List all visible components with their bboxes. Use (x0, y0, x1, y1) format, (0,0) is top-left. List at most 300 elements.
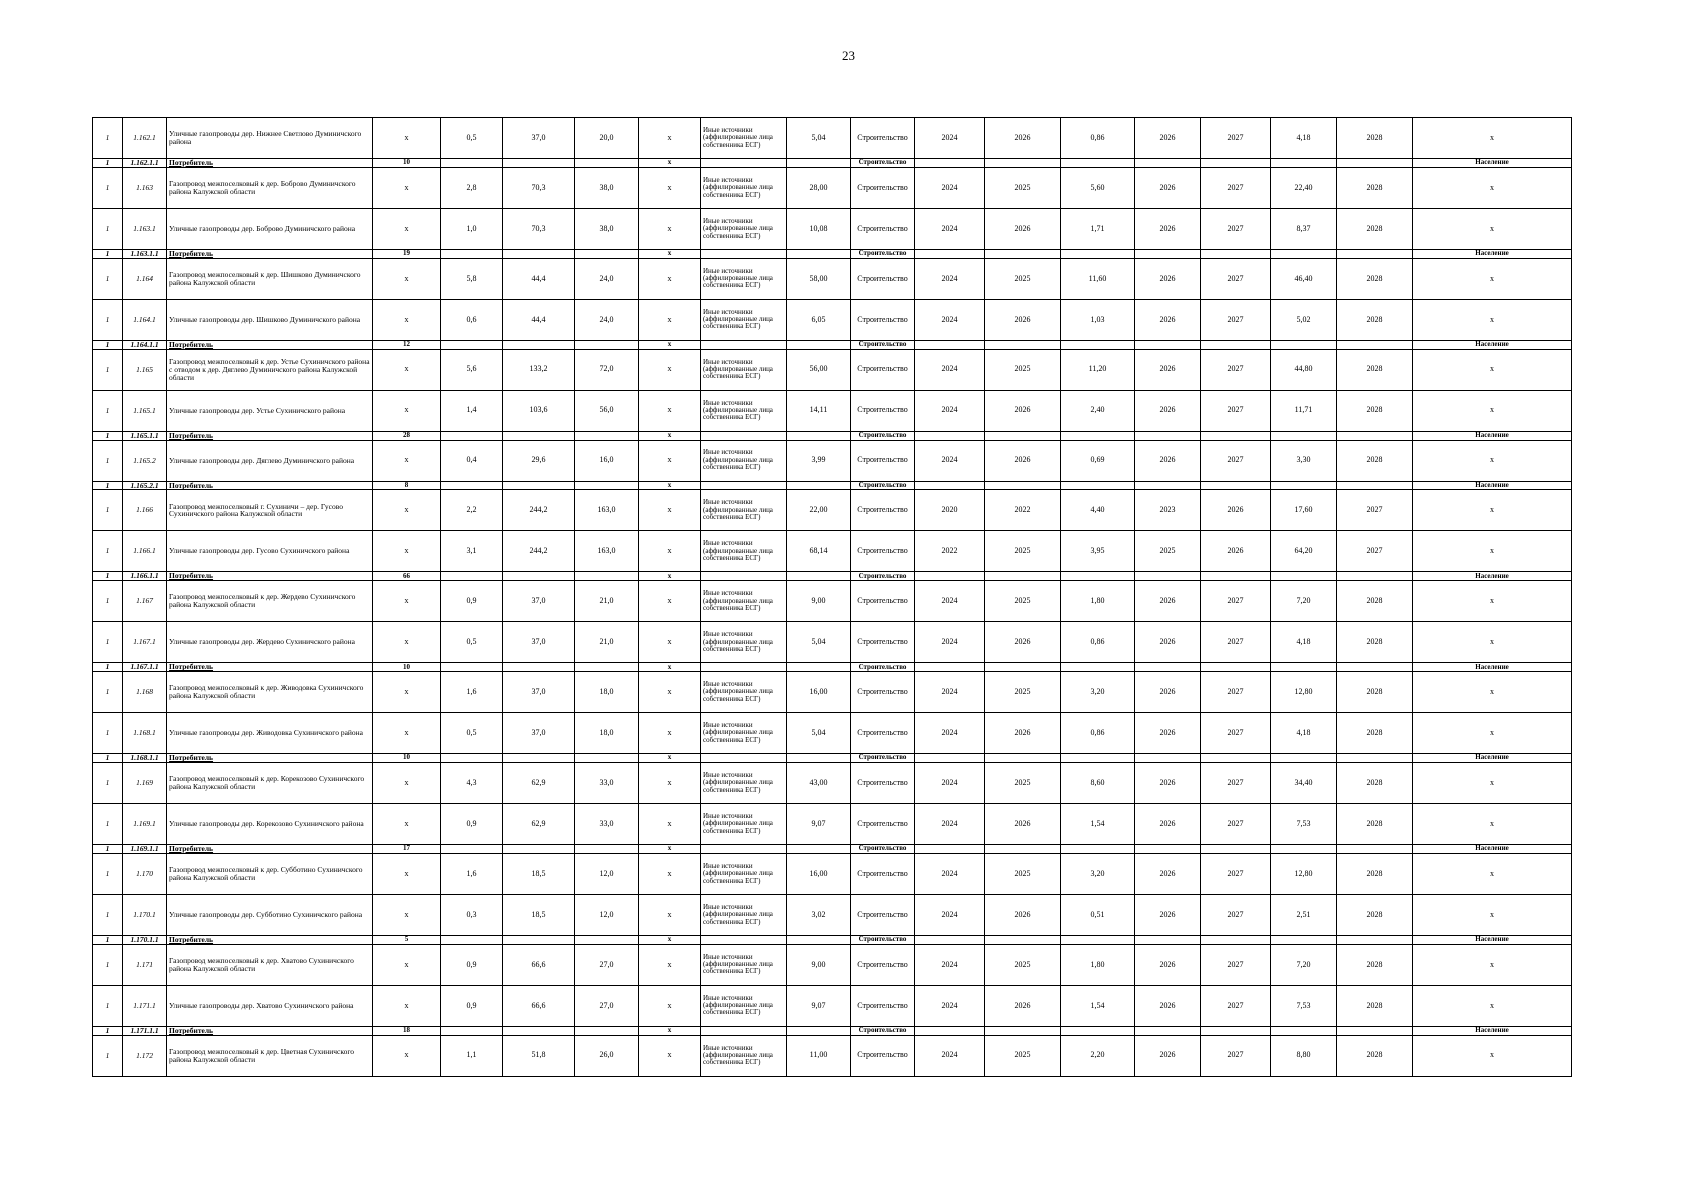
cell-c8: x (639, 481, 701, 490)
cell-v: 1,54 (1061, 804, 1135, 845)
cell-empty (1061, 845, 1135, 854)
cell-c5: 0,5 (441, 713, 503, 754)
cell-empty (575, 159, 639, 168)
cell-name: Газопровод межпоселковый к дер. Боброво Думиничского района Калужской области (167, 167, 373, 208)
cell-empty (1337, 1026, 1413, 1035)
cell-id: 1.170.1.1 (123, 935, 167, 944)
consumer-row (93, 754, 1572, 763)
cell-cost: 3,99 (787, 440, 851, 481)
cell-empty (985, 845, 1061, 854)
cell-y5: 2028 (1337, 208, 1413, 249)
cell-v2: 12,80 (1271, 672, 1337, 713)
cell-count: 10 (373, 754, 441, 763)
cell-y2: 2025 (985, 581, 1061, 622)
cell-y2: 2026 (985, 299, 1061, 340)
cell-empty (787, 340, 851, 349)
cell-c4: x (373, 440, 441, 481)
cell-c6: 70,3 (503, 167, 575, 208)
cell-c1: 1 (93, 1035, 123, 1076)
cell-empty (701, 935, 787, 944)
cell-empty (1337, 159, 1413, 168)
cell-c8: x (639, 167, 701, 208)
cell-v2: 4,18 (1271, 118, 1337, 159)
cell-c5: 5,8 (441, 258, 503, 299)
cell-empty (441, 249, 503, 258)
cell-y5: 2028 (1337, 944, 1413, 985)
cell-y4: 2026 (1201, 531, 1271, 572)
cell-kind: Строительство (851, 208, 915, 249)
cell-c1: 1 (93, 663, 123, 672)
cell-empty (575, 754, 639, 763)
cell-c4: x (373, 167, 441, 208)
cell-c1: 1 (93, 572, 123, 581)
cell-y5: 2028 (1337, 1035, 1413, 1076)
table-row (93, 208, 1572, 249)
cell-y1: 2024 (915, 349, 985, 390)
cell-name: Уличные газопроводы дер. Дяглево Думиничского района (167, 440, 373, 481)
cell-empty (1201, 159, 1271, 168)
cell-c7: 18,0 (575, 713, 639, 754)
cell-empty (503, 431, 575, 440)
cell-empty (1061, 1026, 1135, 1035)
cell-count: 10 (373, 159, 441, 168)
cell-kind: Строительство (851, 944, 915, 985)
cell-c7: 26,0 (575, 1035, 639, 1076)
cell-c4: x (373, 299, 441, 340)
cell-c8: x (639, 1026, 701, 1035)
cell-c8: x (639, 845, 701, 854)
cell-count: 18 (373, 1026, 441, 1035)
cell-id: 1.165.2.1 (123, 481, 167, 490)
cell-empty (1061, 572, 1135, 581)
cell-c1: 1 (93, 490, 123, 531)
consumer-row (93, 340, 1572, 349)
cell-c7: 163,0 (575, 531, 639, 572)
cell-y1: 2024 (915, 672, 985, 713)
cell-empty (915, 431, 985, 440)
cell-empty (1201, 1026, 1271, 1035)
cell-empty (787, 572, 851, 581)
cell-c8: x (639, 390, 701, 431)
cell-kind: Строительство (851, 118, 915, 159)
cell-c1: 1 (93, 935, 123, 944)
cell-empty (1135, 431, 1201, 440)
cell-y4: 2027 (1201, 258, 1271, 299)
cell-y4: 2027 (1201, 349, 1271, 390)
table-row (93, 944, 1572, 985)
cell-y5: 2028 (1337, 853, 1413, 894)
cell-v2: 5,02 (1271, 299, 1337, 340)
cell-id: 1.162.1.1 (123, 159, 167, 168)
cell-c5: 0,9 (441, 581, 503, 622)
cell-nas: Население (1413, 845, 1572, 854)
cell-c18: x (1413, 1035, 1572, 1076)
cell-c7: 24,0 (575, 299, 639, 340)
cell-c6: 103,6 (503, 390, 575, 431)
cell-c4: x (373, 258, 441, 299)
cell-id: 1.166 (123, 490, 167, 531)
cell-c4: x (373, 944, 441, 985)
cell-name: Уличные газопроводы дер. Живодовка Сухиничского района (167, 713, 373, 754)
cell-empty (1271, 663, 1337, 672)
cell-name: Уличные газопроводы дер. Хватово Сухиничского района (167, 985, 373, 1026)
cell-y1: 2024 (915, 118, 985, 159)
cell-v: 0,86 (1061, 118, 1135, 159)
cell-y3: 2026 (1135, 763, 1201, 804)
cell-id: 1.172 (123, 1035, 167, 1076)
cell-c4: x (373, 622, 441, 663)
cell-c18: x (1413, 167, 1572, 208)
cell-c6: 37,0 (503, 622, 575, 663)
consumer-row (93, 159, 1572, 168)
cell-cost: 28,00 (787, 167, 851, 208)
cell-y4: 2027 (1201, 1035, 1271, 1076)
cell-y1: 2024 (915, 763, 985, 804)
cell-c1: 1 (93, 763, 123, 804)
cell-c5: 0,5 (441, 118, 503, 159)
cell-v2: 8,37 (1271, 208, 1337, 249)
cell-src: Иные источники (аффилированные лица собственника ЕСГ) (701, 944, 787, 985)
cell-empty (787, 663, 851, 672)
cell-y5: 2028 (1337, 763, 1413, 804)
cell-src: Иные источники (аффилированные лица собственника ЕСГ) (701, 804, 787, 845)
cell-name: Уличные газопроводы дер. Шишково Думиничского района (167, 299, 373, 340)
cell-c8: x (639, 985, 701, 1026)
cell-cost: 9,07 (787, 985, 851, 1026)
cell-id: 1.170 (123, 853, 167, 894)
cell-empty (1135, 1026, 1201, 1035)
cell-c1: 1 (93, 845, 123, 854)
cell-c8: x (639, 804, 701, 845)
cell-nas: Население (1413, 663, 1572, 672)
cell-c6: 44,4 (503, 299, 575, 340)
cell-v2: 7,53 (1271, 804, 1337, 845)
cell-src: Иные источники (аффилированные лица собственника ЕСГ) (701, 763, 787, 804)
cell-id: 1.164.1.1 (123, 340, 167, 349)
cell-y2: 2026 (985, 622, 1061, 663)
cell-empty (441, 572, 503, 581)
cell-y4: 2027 (1201, 853, 1271, 894)
cell-v: 0,69 (1061, 440, 1135, 481)
cell-empty (985, 663, 1061, 672)
cell-kind: Строительство (851, 249, 915, 258)
cell-y2: 2025 (985, 672, 1061, 713)
cell-c18: x (1413, 118, 1572, 159)
cell-y4: 2027 (1201, 713, 1271, 754)
cell-empty (1337, 431, 1413, 440)
cell-empty (915, 249, 985, 258)
cell-empty (1201, 572, 1271, 581)
cell-c6: 37,0 (503, 713, 575, 754)
cell-cost: 9,07 (787, 804, 851, 845)
cell-empty (701, 431, 787, 440)
cell-c1: 1 (93, 159, 123, 168)
cell-nas: Население (1413, 572, 1572, 581)
cell-c7: 56,0 (575, 390, 639, 431)
cell-y2: 2025 (985, 167, 1061, 208)
cell-c1: 1 (93, 299, 123, 340)
cell-y3: 2023 (1135, 490, 1201, 531)
cell-c5: 1,1 (441, 1035, 503, 1076)
cell-empty (575, 431, 639, 440)
cell-empty (1061, 249, 1135, 258)
cell-v2: 46,40 (1271, 258, 1337, 299)
cell-v: 8,60 (1061, 763, 1135, 804)
cell-empty (503, 481, 575, 490)
cell-src: Иные источники (аффилированные лица собственника ЕСГ) (701, 581, 787, 622)
cell-empty (1061, 935, 1135, 944)
table-row (93, 985, 1572, 1026)
cell-empty (1337, 481, 1413, 490)
cell-src: Иные источники (аффилированные лица собственника ЕСГ) (701, 853, 787, 894)
cell-empty (701, 481, 787, 490)
cell-empty (915, 340, 985, 349)
cell-y1: 2020 (915, 490, 985, 531)
cell-v: 5,60 (1061, 167, 1135, 208)
cell-empty (503, 340, 575, 349)
cell-name: Газопровод межпоселковый к дер. Устье Сухиничского района с отводом к дер. Дяглево Думиничского района Калужской области (167, 349, 373, 390)
cell-v2: 11,71 (1271, 390, 1337, 431)
cell-kind: Строительство (851, 159, 915, 168)
table-row (93, 581, 1572, 622)
cell-c8: x (639, 208, 701, 249)
cell-kind: Строительство (851, 440, 915, 481)
cell-c1: 1 (93, 167, 123, 208)
cell-c4: x (373, 531, 441, 572)
cell-empty (1061, 159, 1135, 168)
cell-empty (701, 340, 787, 349)
cell-y4: 2027 (1201, 581, 1271, 622)
consumer-row (93, 249, 1572, 258)
cell-src: Иные источники (аффилированные лица собственника ЕСГ) (701, 118, 787, 159)
table-body (93, 118, 1572, 1077)
cell-name: Газопровод межпоселковый к дер. Цветная Сухиничского района Калужской области (167, 1035, 373, 1076)
cell-empty (1337, 663, 1413, 672)
cell-c6: 70,3 (503, 208, 575, 249)
cell-v: 11,60 (1061, 258, 1135, 299)
cell-y2: 2026 (985, 985, 1061, 1026)
cell-empty (1135, 845, 1201, 854)
cell-c1: 1 (93, 258, 123, 299)
cell-id: 1.171.1 (123, 985, 167, 1026)
cell-src: Иные источники (аффилированные лица собственника ЕСГ) (701, 985, 787, 1026)
cell-empty (985, 754, 1061, 763)
cell-c1: 1 (93, 581, 123, 622)
cell-y5: 2028 (1337, 258, 1413, 299)
cell-v: 3,95 (1061, 531, 1135, 572)
cell-empty (1337, 754, 1413, 763)
cell-c7: 24,0 (575, 258, 639, 299)
cell-c1: 1 (93, 249, 123, 258)
cell-c18: x (1413, 894, 1572, 935)
cell-c5: 5,6 (441, 349, 503, 390)
cell-c1: 1 (93, 531, 123, 572)
cell-y1: 2024 (915, 713, 985, 754)
cell-id: 1.163 (123, 167, 167, 208)
cell-c1: 1 (93, 754, 123, 763)
cell-y5: 2028 (1337, 581, 1413, 622)
cell-y2: 2025 (985, 944, 1061, 985)
cell-c18: x (1413, 763, 1572, 804)
cell-c4: x (373, 490, 441, 531)
consumer-row (93, 481, 1572, 490)
cell-c7: 33,0 (575, 804, 639, 845)
cell-c5: 0,3 (441, 894, 503, 935)
cell-id: 1.165.2 (123, 440, 167, 481)
cell-c5: 0,9 (441, 985, 503, 1026)
cell-y5: 2028 (1337, 894, 1413, 935)
consumer-row (93, 1026, 1572, 1035)
cell-y5: 2028 (1337, 167, 1413, 208)
cell-empty (503, 754, 575, 763)
consumer-row (93, 935, 1572, 944)
cell-c7: 33,0 (575, 763, 639, 804)
gasification-table (92, 117, 1572, 1077)
cell-empty (1135, 481, 1201, 490)
cell-c8: x (639, 1035, 701, 1076)
cell-c18: x (1413, 672, 1572, 713)
cell-y3: 2026 (1135, 440, 1201, 481)
cell-c1: 1 (93, 894, 123, 935)
cell-y2: 2026 (985, 713, 1061, 754)
cell-y2: 2025 (985, 1035, 1061, 1076)
cell-y1: 2024 (915, 804, 985, 845)
cell-v: 3,20 (1061, 853, 1135, 894)
cell-cost: 5,04 (787, 713, 851, 754)
cell-name: Газопровод межпоселковый г. Сухиничи – дер. Гусово Сухиничского района Калужской области (167, 490, 373, 531)
cell-name: Уличные газопроводы дер. Нижнее Светлово Думиничского района (167, 118, 373, 159)
cell-name: Потребитель (167, 431, 373, 440)
cell-c1: 1 (93, 853, 123, 894)
cell-count: 5 (373, 935, 441, 944)
cell-name: Потребитель (167, 754, 373, 763)
table-row (93, 894, 1572, 935)
cell-empty (441, 754, 503, 763)
cell-v: 1,03 (1061, 299, 1135, 340)
cell-c18: x (1413, 258, 1572, 299)
cell-c8: x (639, 763, 701, 804)
cell-y4: 2027 (1201, 763, 1271, 804)
cell-kind: Строительство (851, 845, 915, 854)
cell-empty (1201, 663, 1271, 672)
cell-kind: Строительство (851, 258, 915, 299)
cell-empty (1135, 159, 1201, 168)
cell-cost: 16,00 (787, 672, 851, 713)
cell-empty (915, 572, 985, 581)
cell-c8: x (639, 299, 701, 340)
cell-cost: 10,08 (787, 208, 851, 249)
table-row (93, 672, 1572, 713)
cell-src: Иные источники (аффилированные лица собственника ЕСГ) (701, 208, 787, 249)
cell-c1: 1 (93, 118, 123, 159)
cell-empty (915, 845, 985, 854)
table-row (93, 167, 1572, 208)
cell-c1: 1 (93, 431, 123, 440)
cell-y4: 2027 (1201, 672, 1271, 713)
cell-empty (1271, 845, 1337, 854)
cell-cost: 3,02 (787, 894, 851, 935)
cell-id: 1.171 (123, 944, 167, 985)
cell-y3: 2026 (1135, 804, 1201, 845)
cell-v2: 7,20 (1271, 581, 1337, 622)
table-row (93, 440, 1572, 481)
cell-name: Уличные газопроводы дер. Корекозово Сухиничского района (167, 804, 373, 845)
cell-empty (1201, 754, 1271, 763)
cell-src: Иные источники (аффилированные лица собственника ЕСГ) (701, 349, 787, 390)
cell-v2: 64,20 (1271, 531, 1337, 572)
cell-empty (503, 1026, 575, 1035)
cell-y3: 2026 (1135, 118, 1201, 159)
cell-y4: 2027 (1201, 440, 1271, 481)
cell-nas: Население (1413, 249, 1572, 258)
cell-c8: x (639, 754, 701, 763)
cell-v2: 12,80 (1271, 853, 1337, 894)
cell-empty (985, 249, 1061, 258)
cell-y2: 2025 (985, 349, 1061, 390)
cell-y5: 2028 (1337, 985, 1413, 1026)
cell-kind: Строительство (851, 672, 915, 713)
cell-c4: x (373, 208, 441, 249)
cell-y2: 2025 (985, 763, 1061, 804)
cell-y3: 2026 (1135, 299, 1201, 340)
cell-c7: 72,0 (575, 349, 639, 390)
cell-empty (503, 845, 575, 854)
table-row (93, 118, 1572, 159)
cell-name: Газопровод межпоселковый к дер. Жердево Сухиничского района Калужской области (167, 581, 373, 622)
cell-count: 10 (373, 663, 441, 672)
cell-v2: 2,51 (1271, 894, 1337, 935)
cell-c6: 51,8 (503, 1035, 575, 1076)
cell-count: 28 (373, 431, 441, 440)
cell-v: 2,40 (1061, 390, 1135, 431)
cell-kind: Строительство (851, 985, 915, 1026)
cell-c6: 37,0 (503, 672, 575, 713)
cell-empty (1271, 1026, 1337, 1035)
cell-c7: 27,0 (575, 985, 639, 1026)
cell-c18: x (1413, 622, 1572, 663)
cell-v2: 7,20 (1271, 944, 1337, 985)
cell-empty (1201, 845, 1271, 854)
table-row (93, 1035, 1572, 1076)
cell-name: Потребитель (167, 572, 373, 581)
cell-y1: 2024 (915, 853, 985, 894)
cell-y1: 2024 (915, 440, 985, 481)
cell-name: Потребитель (167, 845, 373, 854)
cell-y2: 2026 (985, 118, 1061, 159)
cell-c18: x (1413, 208, 1572, 249)
cell-y2: 2026 (985, 804, 1061, 845)
cell-y5: 2028 (1337, 713, 1413, 754)
cell-empty (575, 845, 639, 854)
cell-empty (701, 1026, 787, 1035)
cell-y4: 2027 (1201, 299, 1271, 340)
cell-c8: x (639, 622, 701, 663)
cell-empty (1337, 249, 1413, 258)
cell-empty (441, 159, 503, 168)
cell-y5: 2027 (1337, 490, 1413, 531)
cell-c5: 1,6 (441, 853, 503, 894)
cell-y1: 2024 (915, 622, 985, 663)
cell-kind: Строительство (851, 299, 915, 340)
cell-cost: 5,04 (787, 622, 851, 663)
cell-cost: 43,00 (787, 763, 851, 804)
cell-empty (701, 754, 787, 763)
cell-kind: Строительство (851, 663, 915, 672)
cell-id: 1.168.1.1 (123, 754, 167, 763)
cell-c7: 21,0 (575, 622, 639, 663)
cell-y2: 2022 (985, 490, 1061, 531)
cell-cost: 11,00 (787, 1035, 851, 1076)
